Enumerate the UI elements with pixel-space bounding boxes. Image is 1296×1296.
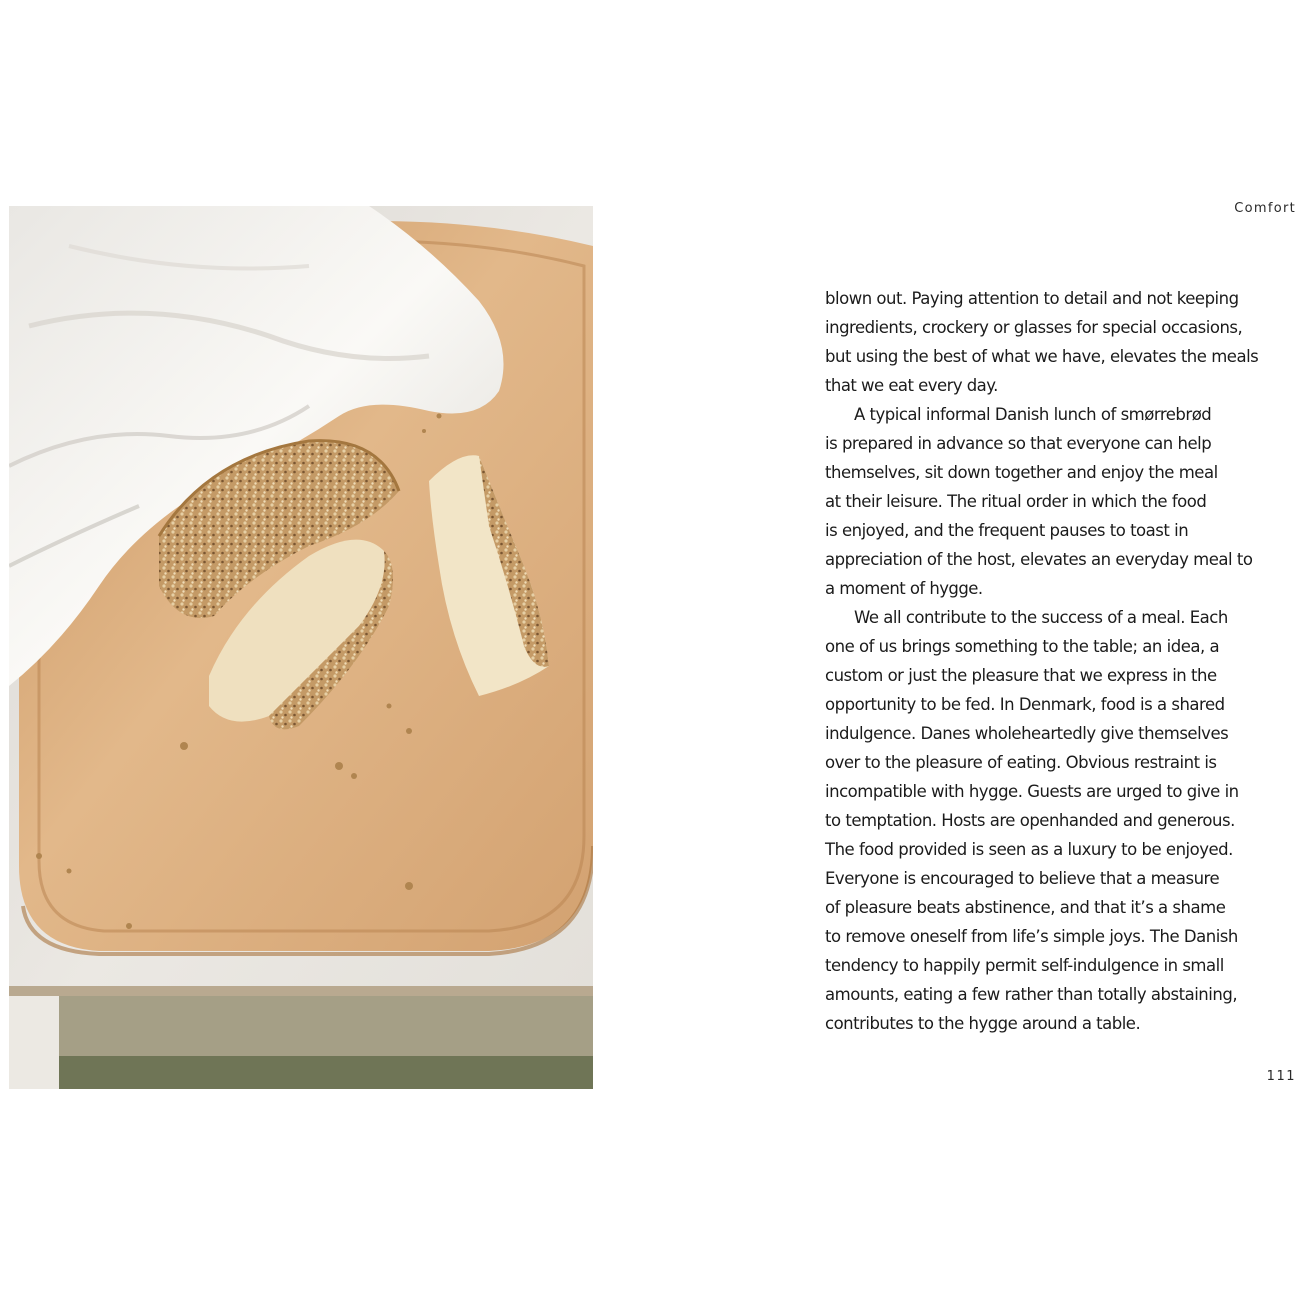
text-line: over to the pleasure of eating. Obvious restraint is — [825, 753, 1217, 772]
text-line: custom or just the pleasure that we express in the — [825, 666, 1217, 685]
text-line: one of us brings something to the table; an idea, a — [825, 637, 1220, 656]
body-text — [825, 284, 1296, 1038]
page-number: 111 — [1266, 1069, 1296, 1084]
text-line: incompatible with hygge. Guests are urged to give in — [825, 782, 1239, 801]
text-line: appreciation of the host, elevates an everyday meal to — [825, 550, 1253, 569]
text-line: of pleasure beats abstinence, and that it’s a shame — [825, 898, 1226, 917]
text-line: blown out. Paying attention to detail and not keeping — [825, 289, 1239, 308]
text-line: Everyone is encouraged to believe that a measure — [825, 869, 1220, 888]
text-line: at their leisure. The ritual order in which the food — [825, 492, 1207, 511]
text-line: ingredients, crockery or glasses for special occasions, — [825, 318, 1243, 337]
text-line: to temptation. Hosts are openhanded and generous. — [825, 811, 1235, 830]
text-line: amounts, eating a few rather than totally abstaining, — [825, 985, 1238, 1004]
bread-on-board-illustration — [9, 206, 593, 1089]
running-head: Comfort — [1234, 201, 1296, 216]
text-line: but using the best of what we have, elevates the meals — [825, 347, 1259, 366]
text-line: is enjoyed, and the frequent pauses to toast in — [825, 521, 1189, 540]
text-line: A typical informal Danish lunch of smørrebrød — [854, 405, 1212, 424]
text-line: a moment of hygge. — [825, 579, 983, 598]
bread-photo — [9, 206, 593, 1089]
text-line: The food provided is seen as a luxury to be enjoyed. — [825, 840, 1233, 859]
text-line: that we eat every day. — [825, 376, 998, 395]
text-line: We all contribute to the success of a meal. Each — [854, 608, 1228, 627]
text-line: opportunity to be fed. In Denmark, food is a shared — [825, 695, 1225, 714]
text-line: indulgence. Danes wholeheartedly give themselves — [825, 724, 1229, 743]
text-line: contributes to the hygge around a table. — [825, 1014, 1141, 1033]
text-line: is prepared in advance so that everyone can help — [825, 434, 1212, 453]
text-line: tendency to happily permit self-indulgence in small — [825, 956, 1224, 975]
text-line: to remove oneself from life’s simple joys. The Danish — [825, 927, 1238, 946]
text-line: themselves, sit down together and enjoy the meal — [825, 463, 1218, 482]
